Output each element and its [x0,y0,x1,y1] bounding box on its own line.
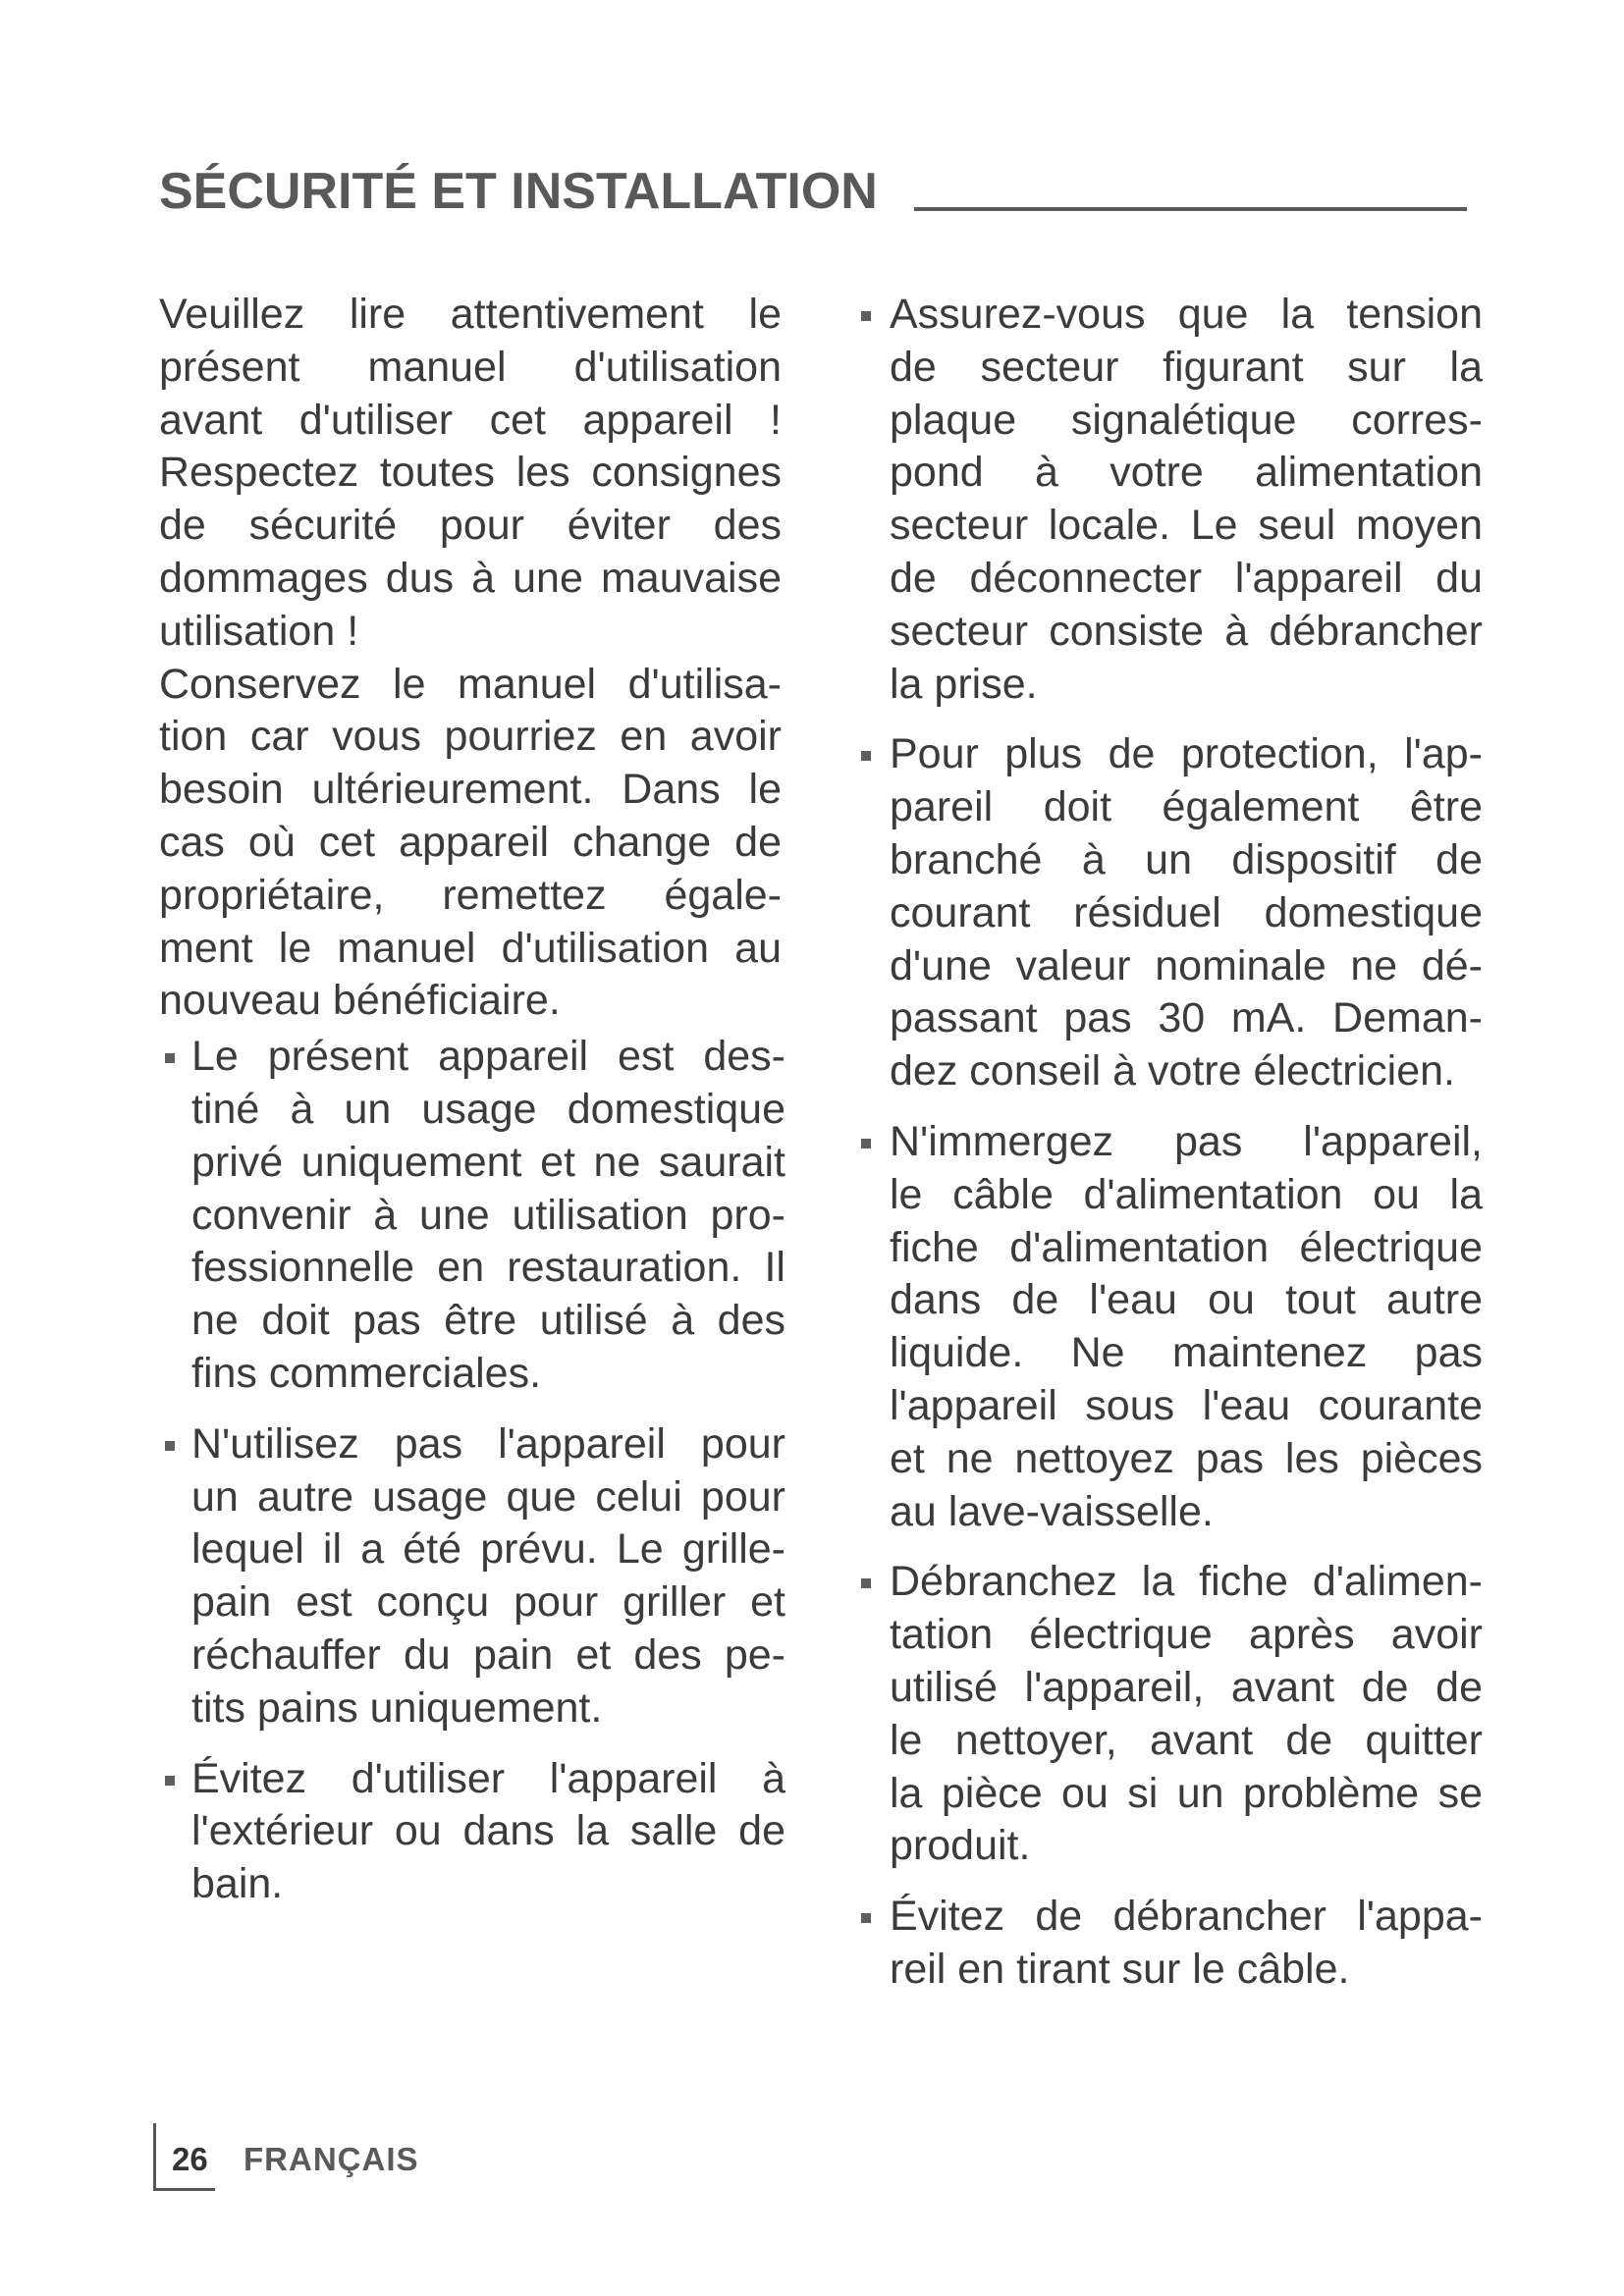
text-line: dez conseil à votre électricien. [890,1047,1456,1095]
text-line: ne doit pas être utilisé à des [191,1297,785,1345]
text-line: secteur consiste à débrancher [890,607,1483,655]
text-line: N'utilisez pas l'appareil pour [191,1419,785,1468]
text-line: N'immergez pas l'appareil, [890,1117,1483,1165]
bullet-item [855,1116,1483,1538]
square-bullet-icon [861,1139,871,1148]
text-line: un autre usage que celui pour [191,1472,785,1521]
text-line: la pièce ou si un problème se [890,1769,1483,1817]
text-line: lequel il a été prévu. Le grille- [191,1525,785,1574]
square-bullet-icon [165,1441,175,1451]
text-line: la prise. [890,660,1038,708]
text-line: bain. [191,1860,284,1908]
text-line: au lave-vaisselle. [890,1487,1214,1535]
square-bullet-icon [861,1578,871,1588]
text-line: produit. [890,1822,1031,1870]
text-line: pond à votre alimentation [890,449,1483,497]
text-line: Débranchez la fiche d'alimen- [890,1558,1483,1606]
footer-language-label: FRANÇAIS [244,2141,419,2177]
text-line: secteur locale. Le seul moyen [890,502,1483,550]
text-line: utilisé l'appareil, avant de de [890,1663,1483,1711]
square-bullet-icon [165,1053,175,1063]
text-line: convenir à une utilisation pro- [191,1191,785,1239]
text-line: l'appareil sous l'eau courante [890,1381,1483,1429]
bullet-item [855,728,1483,1098]
text-line: de déconnecter l'appareil du [890,554,1483,602]
text-line: dommages dus à une mauvaise [159,554,782,602]
text-line: pain est conçu pour griller et [191,1578,785,1627]
right-column [855,289,1486,1997]
text-line: courant résiduel domestique [890,888,1483,936]
bullet-item [159,1031,785,1401]
text-line: fessionnelle en restauration. Il [191,1244,785,1292]
footer-horizontal-rule [153,2188,215,2191]
text-line: utilisation ! [159,607,359,655]
text-line: besoin ultérieurement. Dans le [159,766,782,814]
text-line: plaque signalétique corres- [890,396,1483,444]
text-line: Assurez-vous que la tension [890,291,1483,338]
text-line: reil en tirant sur le câble. [890,1945,1350,1993]
text-line: le câble d'alimentation ou la [890,1170,1483,1218]
text-line: pareil doit également être [890,783,1483,831]
text-line: nouveau bénéficiaire. [159,977,561,1025]
bullet-item [855,1891,1483,1997]
page-number: 26 [172,2141,208,2177]
bullet-item [855,1556,1483,1873]
text-line: tits pains uniquement. [191,1683,603,1732]
text-line: propriétaire, remettez égale- [159,871,782,919]
text-line: privé uniquement et ne saurait [191,1138,785,1186]
text-line: fiche d'alimentation électrique [890,1223,1483,1271]
text-line: tiné à un usage domestique [191,1085,785,1133]
text-line: de secteur figurant sur la [890,343,1483,391]
text-line: tation électrique après avoir [890,1611,1483,1659]
text-line: l'extérieur ou dans la salle de [191,1807,785,1855]
text-line: dans de l'eau ou tout autre [890,1276,1483,1324]
text-line: Conservez le manuel d'utilisa- [159,660,782,708]
page-title: SÉCURITÉ ET INSTALLATION [159,163,878,220]
bullet-item [159,1753,785,1911]
text-line: Respectez toutes les consignes [159,449,782,497]
square-bullet-icon [861,1913,871,1923]
footer-vertical-rule [153,2123,156,2191]
text-line: d'une valeur nominale ne dé- [890,941,1483,989]
text-line: Le présent appareil est des- [191,1033,785,1081]
square-bullet-icon [165,1776,175,1786]
text-line: Veuillez lire attentivement le [159,291,782,338]
text-line: et ne nettoyez pas les pièces [890,1434,1483,1482]
text-line: Évitez de débrancher l'appa- [890,1893,1483,1941]
text-line: présent manuel d'utilisation [159,343,782,391]
text-line: Évitez d'utiliser l'appareil à [191,1754,785,1802]
text-line: Pour plus de protection, l'ap- [890,730,1483,778]
text-line: tion car vous pourriez en avoir [159,713,782,761]
text-line: réchauffer du pain et des pe- [191,1630,785,1679]
bullet-item [159,1418,785,1735]
intro-paragraph [159,659,782,1029]
text-line: passant pas 30 mA. Deman- [890,994,1483,1042]
bullet-item [855,289,1483,711]
square-bullet-icon [861,751,871,761]
text-line: branché à un dispositif de [890,835,1483,883]
text-line: ment le manuel d'utilisation au [159,924,782,972]
square-bullet-icon [861,311,871,321]
text-line: de sécurité pour éviter des [159,502,782,550]
text-line: cas où cet appareil change de [159,818,782,866]
text-line: le nettoyer, avant de quitter [890,1716,1483,1764]
text-line: fins commerciales. [191,1349,542,1397]
title-rule [914,207,1467,211]
intro-paragraph [159,289,782,659]
left-column [159,289,787,1911]
text-line: liquide. Ne maintenez pas [890,1329,1483,1377]
text-line: avant d'utiliser cet appareil ! [159,396,782,444]
